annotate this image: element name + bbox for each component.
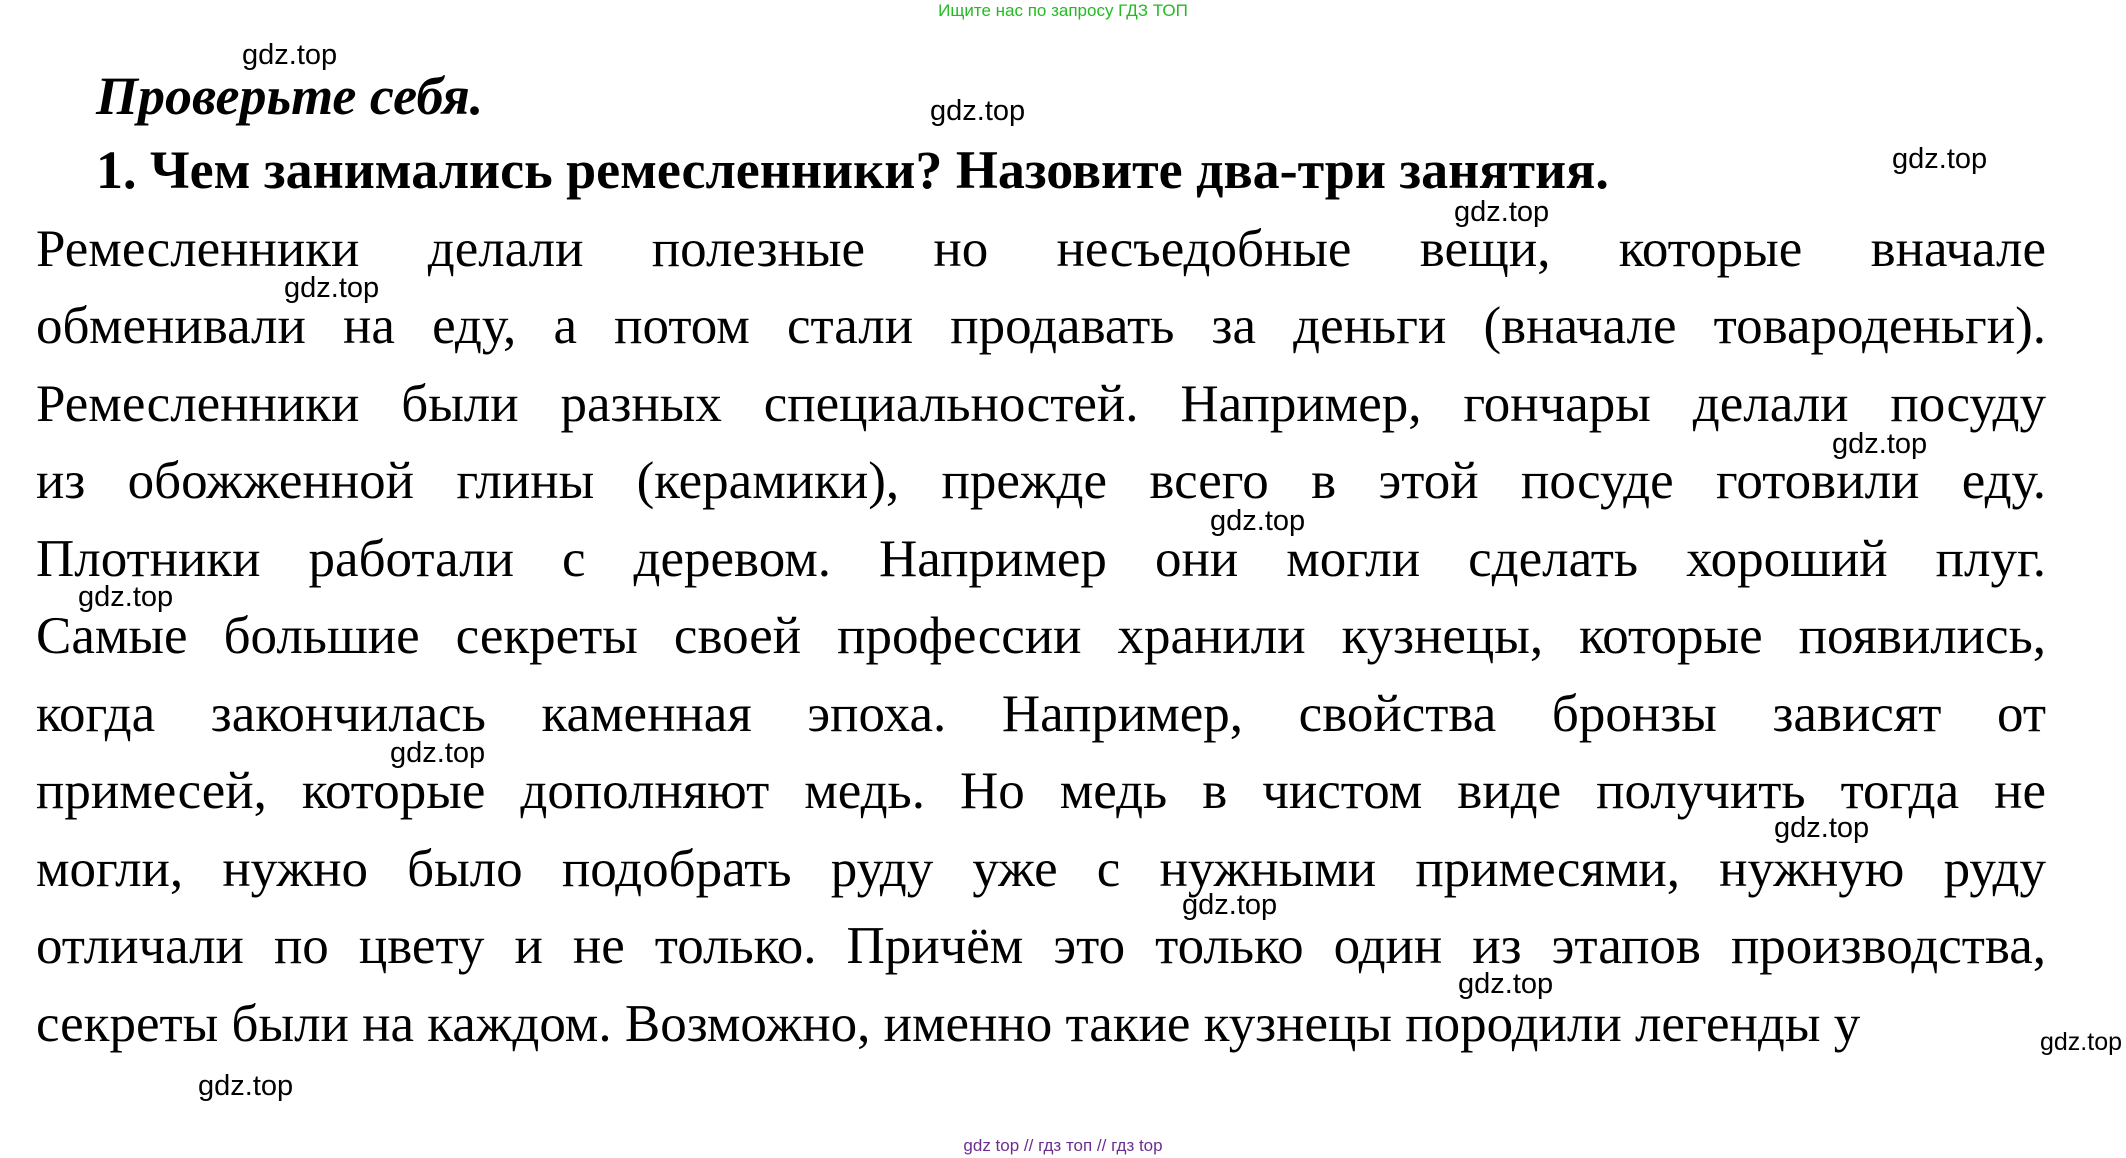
watermark: gdz.top (1458, 968, 1554, 1000)
watermark: gdz.top (1454, 196, 1550, 228)
answer-line: из обожженной глины (керамики), прежде всего в этой посуде готовили еду. (36, 452, 2046, 510)
watermark: gdz.top (1832, 428, 1928, 460)
answer-line: отличали по цвету и не только. Причём это только один из этапов производства, (36, 917, 2046, 975)
answer-line: могли, нужно было подобрать руду уже с нужными примесями, нужную руду (36, 840, 2046, 898)
watermark: gdz.top (390, 737, 486, 769)
watermark: gdz.top (198, 1070, 294, 1102)
answer-line: Самые большие секреты своей профессии хранили кузнецы, которые появились, (36, 607, 2046, 665)
watermark: gdz.top (1892, 143, 1988, 175)
question-title: 1. Чем занимались ремесленники? Назовите два-три занятия. (96, 140, 1609, 200)
watermark: gdz.top (284, 272, 380, 304)
answer-line: Ремесленники делали полезные но несъедобные вещи, которые вначале (36, 220, 2046, 278)
answer-line: секреты были на каждом. Возможно, именно такие кузнецы породили легенды у (36, 995, 1861, 1053)
answer-line: когда закончилась каменная эпоха. Например, свойства бронзы зависят от (36, 685, 2046, 743)
watermark: gdz.top (242, 39, 338, 71)
watermark: gdz.top (1182, 889, 1278, 921)
watermark: gdz.top (1774, 812, 1870, 844)
answer-line: обменивали на еду, а потом стали продавать за деньги (вначале товароденьги). (36, 297, 2046, 355)
watermark: gdz.top (78, 581, 174, 613)
footer-links: gdz top // гдз топ // гдз top (963, 1136, 1163, 1155)
top-banner: Ищите нас по запросу ГДЗ ТОП (938, 1, 1188, 20)
answer-line: Ремесленники были разных специальностей. Например, гончары делали посуду (36, 375, 2046, 433)
watermark: gdz.top (930, 95, 1026, 127)
watermark: gdz.top (1210, 505, 1306, 537)
answer-line: примесей, которые дополняют медь. Но медь в чистом виде получить тогда не (36, 762, 2046, 820)
watermark: gdz.top (2040, 1028, 2123, 1056)
section-heading: Проверьте себя. (96, 66, 484, 126)
answer-line: Плотники работали с деревом. Например они могли сделать хороший плуг. (36, 530, 2046, 588)
